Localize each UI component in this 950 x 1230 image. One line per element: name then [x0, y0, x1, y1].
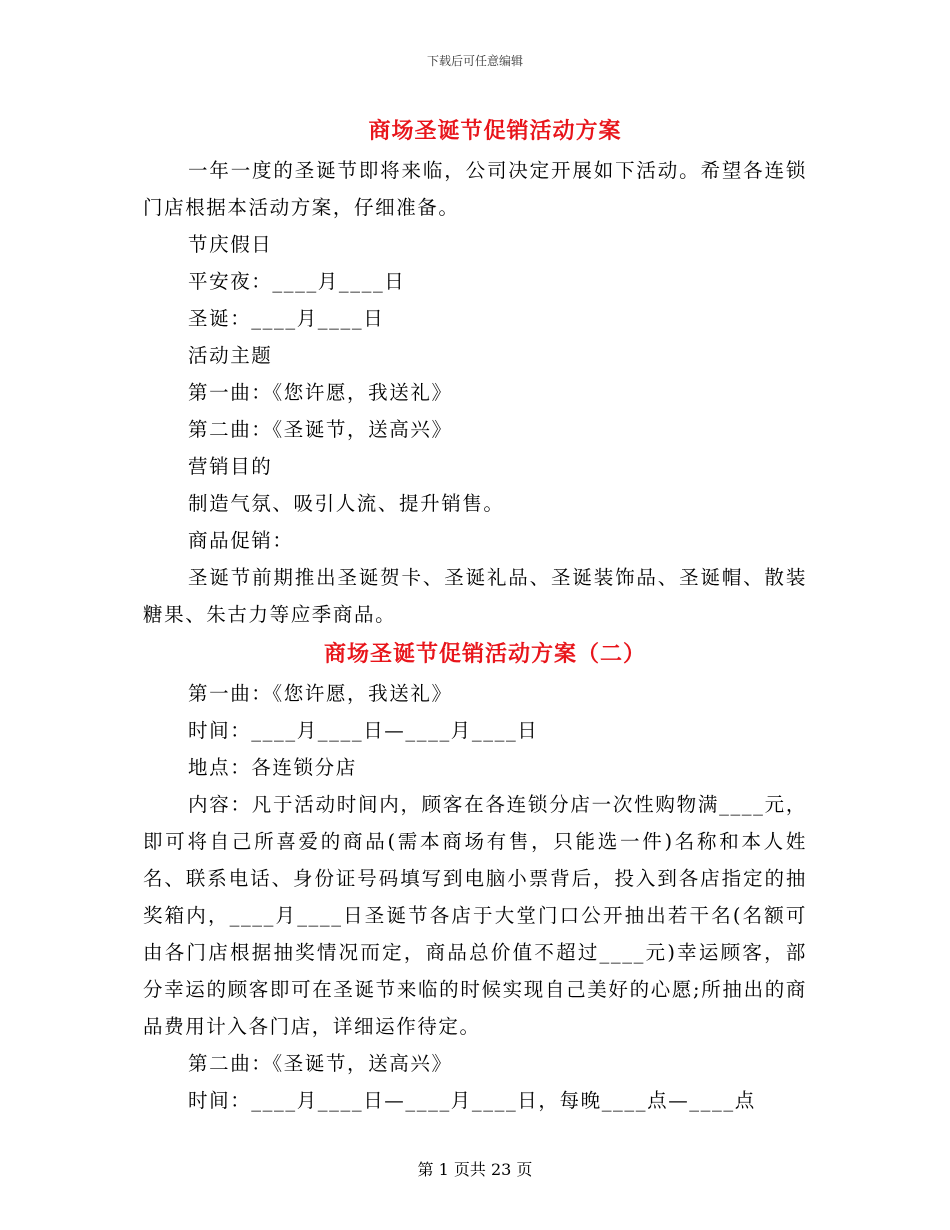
theme-part-two: 第二曲：《圣诞节，送高兴》 [188, 418, 453, 441]
heading-promotion: 商品促销： [188, 529, 294, 552]
heading-holidays: 节庆假日 [188, 233, 273, 256]
page-header: 下载后可任意编辑 [426, 54, 523, 68]
christmas-eve-date: 平安夜：____月____日 [188, 270, 406, 293]
theme-part-one: 第一曲：《您许愿，我送礼》 [188, 381, 453, 404]
intro-paragraph: 一年一度的圣诞节即将来临，公司决定开展如下活动。希望各连锁门店根据本活动方案，仔细准备。 [143, 159, 807, 219]
section-title: 商场圣诞节促销活动方案（二） [323, 641, 646, 667]
goal-text: 制造气氛、吸引人流、提升销售。 [188, 492, 505, 515]
part-one-location: 地点：各连锁分店 [188, 756, 357, 779]
christmas-date: 圣诞：____月____日 [188, 307, 385, 330]
part-two-time: 时间：____月____日—____月____日，每晚____点—____点 [188, 1089, 756, 1112]
promotion-paragraph: 圣诞节前期推出圣诞贺卡、圣诞礼品、圣诞装饰品、圣诞帽、散装糖果、朱古力等应季商品。 [143, 566, 807, 626]
part-one-time: 时间：____月____日—____月____日 [188, 719, 539, 742]
heading-goal: 营销目的 [188, 455, 273, 478]
part-one-content: 内容：凡于活动时间内，顾客在各连锁分店一次性购物满____元，即可将自己所喜爱的商品(需本商场有售，只能选一件)名称和本人姓名、联系电话、身份证号码填写到电脑小票背后，投入到各店指定的抽奖箱内，____月____日圣诞节各店于大堂门口公开抽出若干名(名额可由各门店根据抽奖情况而定，商品总价值不超过____元)幸运顾客，部分幸运的顾客即可在圣诞节来临的时候实现自己美好的心愿;所抽出的商品费用计入各门店，详细运作待定。 [143, 793, 807, 1038]
heading-theme: 活动主题 [188, 344, 273, 367]
document-body [143, 110, 807, 1119]
document-title: 商场圣诞节促销活动方案 [368, 118, 622, 144]
part-one-title: 第一曲：《您许愿，我送礼》 [188, 682, 453, 705]
page-footer: 第 1 页共 23 页 [417, 1160, 533, 1179]
part-two-title: 第二曲：《圣诞节，送高兴》 [188, 1052, 453, 1075]
